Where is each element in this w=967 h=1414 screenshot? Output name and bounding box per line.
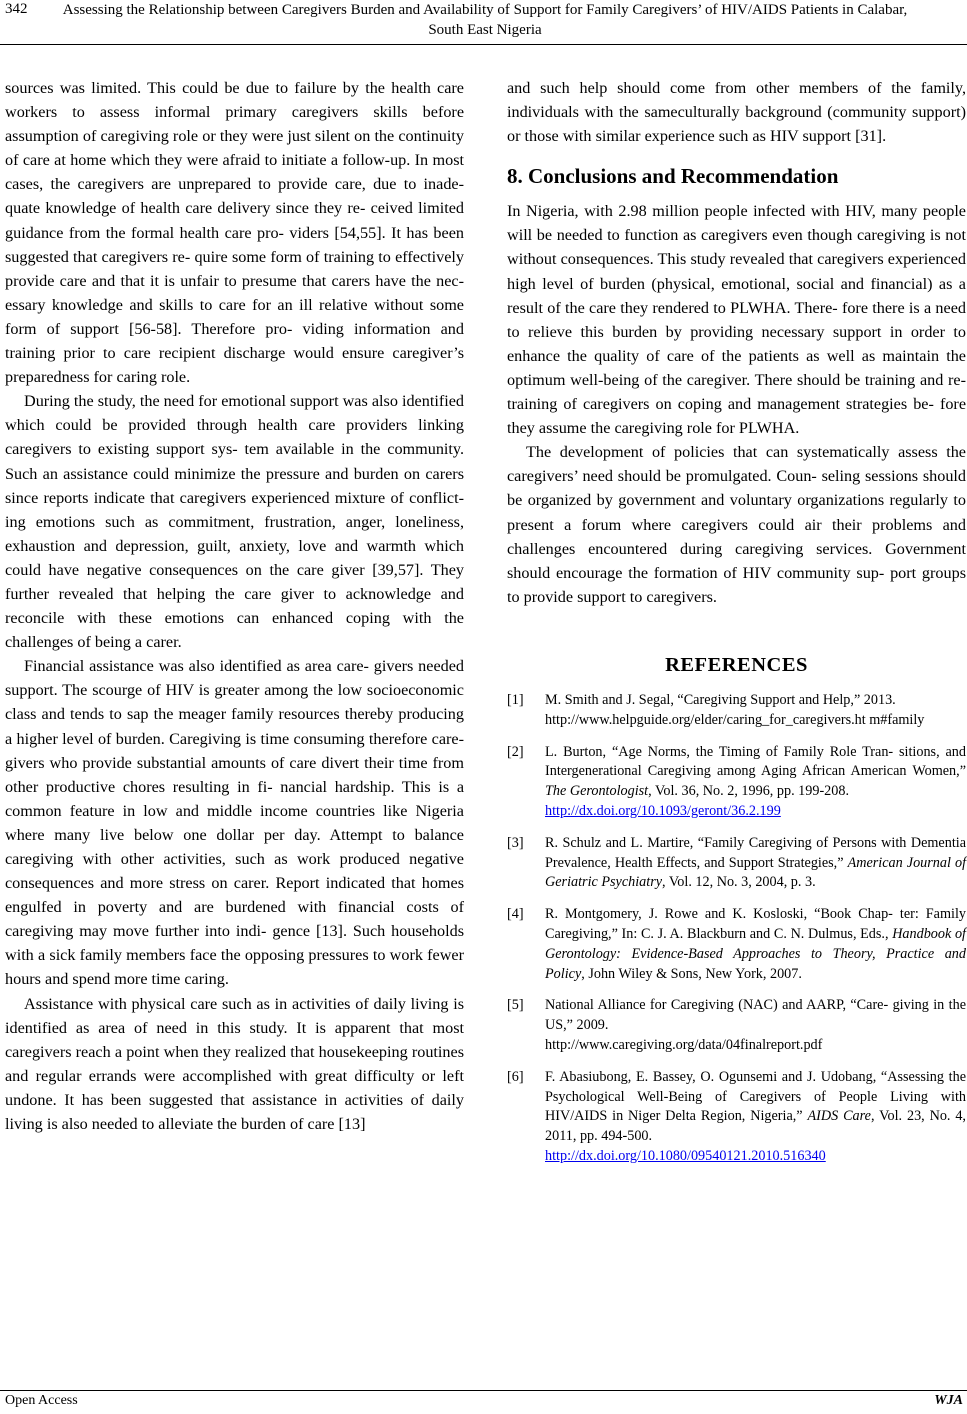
paragraph: and such help should come from other members of the family, individuals with the sameculturally background (community support) or those with similar experience such as HIV support [31].	[507, 79, 966, 146]
reference-url: http://www.caregiving.org/data/04finalreport.pdf	[545, 1036, 823, 1053]
reference-text: L. Burton, “Age Norms, the Timing of Family Role Tran- sitions, and Intergenerational Caregiving among Aging African American Women,”	[545, 743, 966, 780]
page-number: 342	[5, 1, 28, 17]
reference-text: , John Wiley & Sons, New York, 2007.	[581, 965, 802, 982]
paragraph: The development of policies that can systematically assess the caregivers’ need should be promulgated. Coun- seling sessions should be organized by government and voluntary organizations regularly to present a forum where caregivers could air their problems and challenges encountered during caregiving services. Government should encourage the formation of HIV community sup- port groups to provide support to caregivers.	[507, 443, 966, 606]
right-column	[507, 76, 966, 1179]
paragraph: During the study, the need for emotional support was also identified which could be provided through health care providers linking caregivers to existing support sys- tem available in the community. Such an assistance could minimize the pressure and burden on carers since reports indicate that caregivers experienced mixture of conflict- ing emotions such as commitment, frustration, anger, loneliness, exhaustion and depression, guilt, anxiety, love and warmth which could have negative consequences on the care giver [39,57]. They further revealed that helping the care giver to acknowledge and reconcile with these emotions can enhanced coping with the challenges of being a carer.	[5, 392, 464, 652]
footer-access-label: Open Access	[5, 1393, 78, 1408]
reference-body	[545, 1068, 966, 1167]
reference-body	[545, 691, 966, 731]
reference-body	[545, 834, 966, 893]
doi-link[interactable]: http://dx.doi.org/10.1080/09540121.2010.516340	[545, 1147, 826, 1164]
references-heading: REFERENCES	[665, 653, 808, 676]
reference-text: M. Smith and J. Segal, “Caregiving Support and Help,” 2013.	[545, 691, 896, 708]
reference-text: National Alliance for Caregiving (NAC) and AARP, “Care- giving in the US,” 2009.	[545, 997, 966, 1034]
header-divider	[0, 44, 967, 45]
paragraph: Assistance with physical care such as in activities of daily living is identified as area of need in this study. It is apparent that most caregivers reach a point when they realized that housekeeping routines and regular errands were accomplished with great difficulty or left undone. It has been suggested that assistance in activities of daily living is also needed to alleviate the burden of care [13]	[5, 994, 464, 1134]
reference-number: [4]	[507, 906, 524, 923]
reference-text: F. Abasiubong, E. Bassey, O. Ogunsemi and J. Udobang, “Assessing the Psychological Well-Being of Caregivers of People Living with HIV/AIDS in Niger Delta Region, Nigeria,”	[545, 1068, 966, 1125]
reference-item	[507, 834, 966, 893]
section-heading: 8. Conclusions and Recommendation	[507, 164, 839, 189]
reference-text: , Vol. 36, No. 2, 1996, pp. 199-208.	[648, 783, 849, 800]
left-column	[5, 76, 464, 1136]
footer-journal-abbrev: WJA	[934, 1393, 963, 1408]
reference-body	[545, 905, 966, 984]
reference-number: [2]	[507, 743, 524, 760]
reference-number: [5]	[507, 997, 524, 1014]
reference-number: [6]	[507, 1068, 524, 1085]
reference-text: , Vol. 12, No. 3, 2004, p. 3.	[662, 874, 816, 891]
reference-item	[507, 1068, 966, 1167]
journal-title: The Gerontologist	[545, 783, 649, 800]
reference-text: R. Schulz and L. Martire, “Family Caregiving of Persons with Dementia Prevalence, Health Effects, and Support Strategies,”	[545, 834, 966, 871]
reference-body	[545, 743, 966, 822]
page-header	[0, 0, 967, 44]
reference-item	[507, 905, 966, 984]
reference-item	[507, 996, 966, 1055]
journal-title: AIDS Care	[807, 1108, 871, 1125]
reference-number: [1]	[507, 691, 524, 708]
running-title: Assessing the Relationship between Caregivers Burden and Availability of Support for Family Caregivers’ of HIV/AIDS Patients in Calabar, South East Nigeria	[62, 2, 908, 38]
reference-text: R. Montgomery, J. Rowe and K. Kosloski, “Book Chap- ter: Family Caregiving,” In: C. J. A. Blackburn and C. N. Dulmus, Eds.,	[545, 906, 966, 942]
reference-item	[507, 743, 966, 822]
paragraph: sources was limited. This could be due to failure by the health care workers to assess informal primary caregivers skills before assumption of caregiving role or they were just silent on the continuity of care at home which they were afraid to initiate a follow-up. In most cases, the caregivers are unprepared to provide care, due to inade- quate knowledge of health care delivery since they re- ceived limited guidance from the formal health care pro- viders [54,55]. It has been suggested that caregivers re- quire some form of training to effectively provide care and that it is unfair to presume that carers have the nec- essary knowledge and skills to care for an ill relative without some form of support [56-58]. Therefore pro- viding information and training prior to care recipient discharge would ensure caregiver’s preparedness for caring role.	[5, 79, 464, 387]
paragraph: In Nigeria, with 2.98 million people infected with HIV, many people will be needed to function as caregivers even though caregiving is not without consequences. This study revealed that caregivers experienced high level of burden (physical, emotional, social and financial) as a result of the care they rendered to PLWHA. There- fore there is a need to relieve this burden by providing necessary support in order to enhance the quality of care of the patients as well as maintain the optimum well-being of the caregiver. There should be training and re-training of caregivers on coping and management strategies be- fore they assume the caregiving role for PLWHA.	[507, 202, 966, 438]
footer-divider	[0, 1390, 967, 1391]
reference-body	[545, 996, 966, 1055]
paragraph: Financial assistance was also identified as area care- givers needed support. The scourge of HIV is greater among the low socioeconomic class and tends to sap the meager family resources thereby producing a higher level of burden. Caregiving is time consuming therefore care- givers who provide substantial amounts of care divert their time from other productive chores resulting in fi- nancial hardship. This is a common feature in low and middle income countries like Nigeria where many live below one dollar per day. Attempt to balance caregiving with other activities, such as work produced negative consequences and more stress on carer. Report indicated that homes engulfed in poverty and are burdened with financial costs of caregiving may move further into indi- gence [13]. Such households with a sick family members face the opposing pressures to work fewer hours and spend more time caring.	[5, 657, 464, 989]
doi-link[interactable]: http://dx.doi.org/10.1093/geront/36.2.199	[545, 802, 781, 819]
book-title: Handbook of Gerontology: Evidence-Based Approaches to Theory, Practice and Policy	[545, 925, 966, 982]
journal-title: American Journal of Geriatric Psychiatry	[545, 854, 967, 891]
reference-url: http://www.helpguide.org/elder/caring_for_caregivers.ht m#family	[545, 711, 925, 728]
reference-item	[507, 691, 966, 731]
reference-number: [3]	[507, 834, 524, 851]
reference-text: , Vol. 23, No. 4, 2011, pp. 494-500.	[545, 1108, 966, 1145]
